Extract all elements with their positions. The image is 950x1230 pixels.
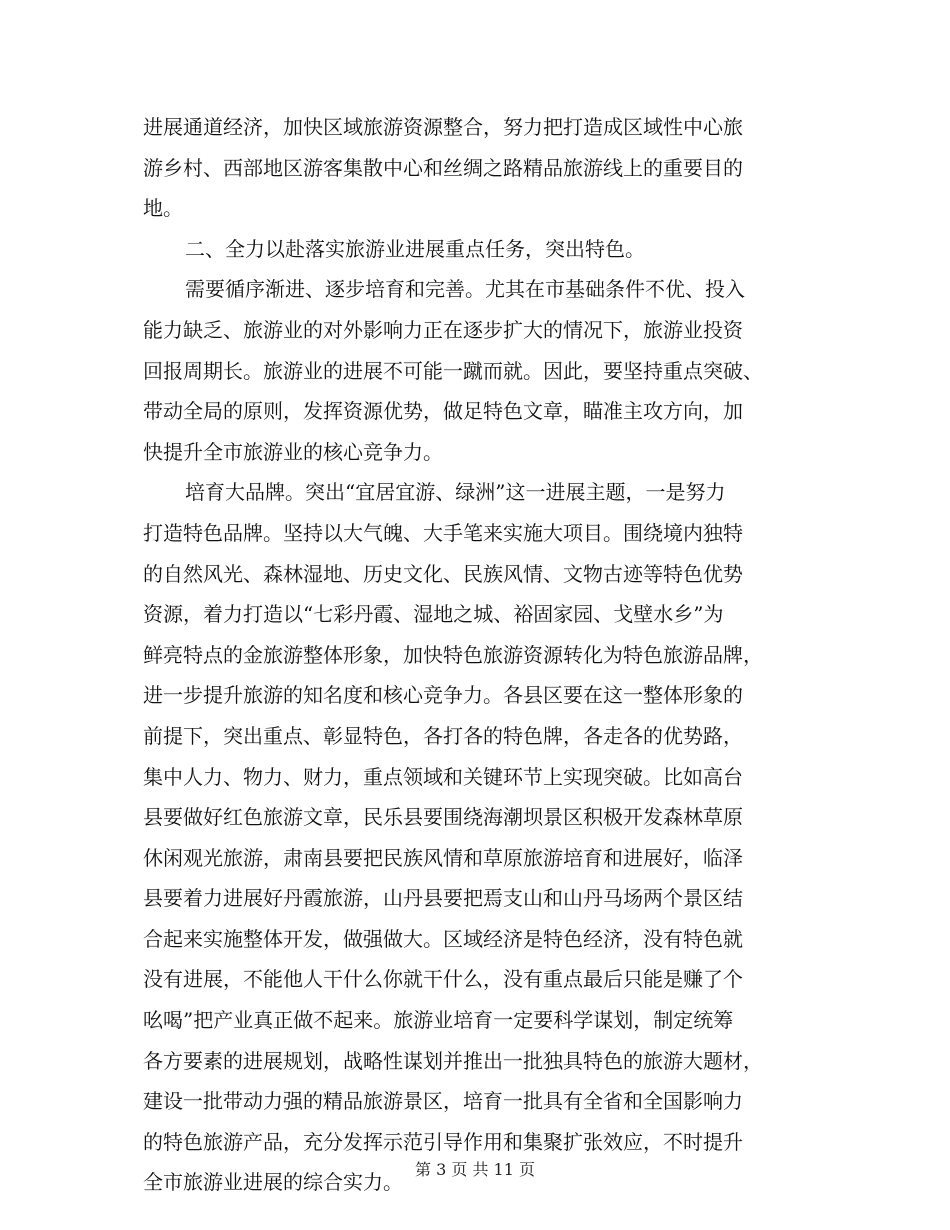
text-line: 各方要素的进展规划，战略性谋划并推出一批独具特色的旅游大题材， [143,1048,763,1073]
text-line: 集中人力、物力、财力，重点领域和关键环节上实现突破。比如高台 [143,764,743,789]
text-line: 需要循序渐进、逐步培育和完善。尤其在市基础条件不优、投入 [185,277,745,302]
text-line: 进一步提升旅游的知名度和核心竞争力。各县区要在这一整体形象的 [143,683,743,708]
text-line: 地。 [143,196,183,221]
page-footer: 第 3 页 共 11 页 [415,1160,535,1179]
text-line: 的自然风光、森林湿地、历史文化、民族风情、文物古迹等特色优势 [143,561,743,586]
text-line: 快提升全市旅游业的核心竞争力。 [143,439,443,464]
text-line: 的特色旅游产品，充分发挥示范引导作用和集聚扩张效应，不时提升 [143,1129,743,1154]
text-line: 全市旅游业进展的综合实力。 [143,1170,403,1195]
text-line: 培育大品牌。突出“宜居宜游、绿洲”这一进展主题，一是努力 [185,480,726,505]
text-line: 合起来实施整体开发，做强做大。区域经济是特色经济，没有特色就 [143,926,743,951]
text-line: 休闲观光旅游，肃南县要把民族风情和草原旅游培育和进展好，临泽 [143,845,743,870]
document-body [143,107,808,1203]
text-line: 县要着力进展好丹霞旅游，山丹县要把焉支山和山丹马场两个景区结 [143,886,743,911]
text-line: 前提下，突出重点、彰显特色，各打各的特色牌，各走各的优势路， [143,723,743,748]
text-line: 能力缺乏、旅游业的对外影响力正在逐步扩大的情况下，旅游业投资 [143,317,743,342]
text-line: 吆喝”把产业真正做不起来。旅游业培育一定要科学谋划，制定统筹 [143,1008,734,1033]
text-line: 县要做好红色旅游文章，民乐县要围绕海潮坝景区积极开发森林草原 [143,805,743,830]
text-line: 进展通道经济，加快区域旅游资源整合，努力把打造成区域性中心旅 [143,115,743,139]
text-line: 建设一批带动力强的精品旅游景区，培育一批具有全省和全国影响力 [143,1089,743,1114]
text-line: 资源，着力打造以“七彩丹霞、湿地之城、裕固家园、戈壁水乡”为 [143,602,724,627]
text-line: 二、全力以赴落实旅游业进展重点任务，突出特色。 [185,236,645,261]
text-line: 鲜亮特点的金旅游整体形象，加快特色旅游资源转化为特色旅游品牌， [143,642,763,667]
text-line: 游乡村、西部地区游客集散中心和丝绸之路精品旅游线上的重要目的 [143,155,743,180]
text-line: 没有进展，不能他人干什么你就干什么，没有重点最后只能是赚了个 [143,967,743,992]
text-line: 带动全局的原则，发挥资源优势，做足特色文章，瞄准主攻方向，加 [143,399,743,424]
text-line: 打造特色品牌。坚持以大气魄、大手笔来实施大项目。围绕境内独特 [143,520,743,545]
text-line: 回报周期长。旅游业的进展不可能一蹴而就。因此，要坚持重点突破、 [143,358,763,383]
